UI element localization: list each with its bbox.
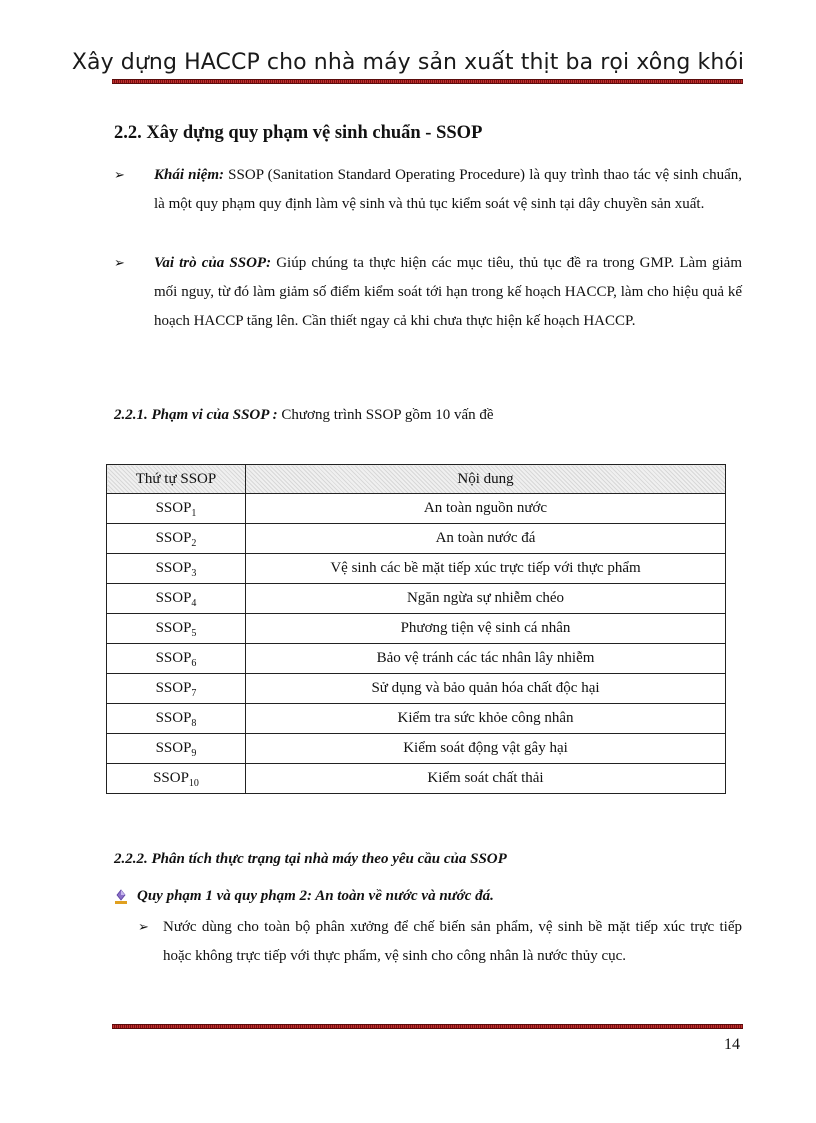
rule1-bullet bbox=[138, 913, 742, 971]
ssop-content: Kiểm soát chất thải bbox=[246, 764, 726, 794]
ssop-content: Vệ sinh các bề mặt tiếp xúc trực tiếp với thực phẩm bbox=[246, 554, 726, 584]
ssop-code: $SSOP_7$ bbox=[107, 674, 246, 704]
bullet-role bbox=[114, 249, 742, 336]
bullet-text: SSOP (Sanitation Standard Operating Procedure) là quy trình thao tác vệ sinh chuẩn, là một quy phạm quy định làm vệ sinh và thủ tục kiểm soát vệ sinh tại dây chuyền sản xuất. bbox=[154, 167, 742, 212]
ssop-content: Phương tiện vệ sinh cá nhân bbox=[246, 614, 726, 644]
ssop-content: Kiểm soát động vật gây hại bbox=[246, 734, 726, 764]
subsection-analysis bbox=[114, 851, 507, 868]
subsection-scope bbox=[114, 407, 494, 424]
bullet-term: Khái niệm: bbox=[154, 167, 225, 183]
ssop-table bbox=[106, 464, 726, 794]
subsection-scope-title: 2.2.1. Phạm vi của SSOP : bbox=[114, 407, 278, 423]
ssop-content: Ngăn ngừa sự nhiễm chéo bbox=[246, 584, 726, 614]
page-number: 14 bbox=[724, 1036, 740, 1053]
header-rule bbox=[112, 79, 743, 84]
bullet-concept bbox=[114, 161, 742, 219]
ssop-content: Bảo vệ tránh các tác nhân lây nhiễm bbox=[246, 644, 726, 674]
table-row bbox=[107, 494, 726, 524]
table-header-row bbox=[107, 465, 726, 494]
table-row bbox=[107, 524, 726, 554]
rule1-title: Quy phạm 1 và quy phạm 2: An toàn về nước và nước đá. bbox=[137, 888, 494, 904]
arrow-bullet-icon: ➢ bbox=[114, 256, 125, 271]
table-header-content: Nội dung bbox=[246, 465, 726, 494]
ssop-code: $SSOP_1$ bbox=[107, 494, 246, 524]
table-row bbox=[107, 584, 726, 614]
ssop-code: $SSOP_5$ bbox=[107, 614, 246, 644]
ssop-code: $SSOP_4$ bbox=[107, 584, 246, 614]
section-title: 2.2. Xây dựng quy phạm vệ sinh chuẩn - SSOP bbox=[114, 123, 483, 143]
ssop-code: $SSOP_3$ bbox=[107, 554, 246, 584]
ssop-content: An toàn nước đá bbox=[246, 524, 726, 554]
footer-rule bbox=[112, 1024, 743, 1029]
rule1-bullet-text: Nước dùng cho toàn bộ phân xưởng để chế biến sản phẩm, vệ sinh bề mặt tiếp xúc trực tiếp hoặc không trực tiếp với thực phẩm, vệ sinh cho công nhân là nước thủy cục. bbox=[163, 919, 742, 964]
bullet-term: Vai trò của SSOP: bbox=[154, 255, 272, 271]
page-header-title: Xây dựng HACCP cho nhà máy sản xuất thịt ba rọi xông khói bbox=[71, 50, 745, 75]
ssop-code: $SSOP_6$ bbox=[107, 644, 246, 674]
subsection-scope-text: Chương trình SSOP gồm 10 vấn đề bbox=[277, 407, 494, 423]
table-header-order: Thứ tự SSOP bbox=[107, 465, 246, 494]
ssop-content: An toàn nguồn nước bbox=[246, 494, 726, 524]
table-row bbox=[107, 674, 726, 704]
ssop-code: $SSOP_2$ bbox=[107, 524, 246, 554]
table-row bbox=[107, 554, 726, 584]
ssop-code: $SSOP_9$ bbox=[107, 734, 246, 764]
ssop-code: $SSOP_8$ bbox=[107, 704, 246, 734]
arrow-bullet-icon: ➢ bbox=[138, 920, 149, 935]
diamond-bullet-icon bbox=[114, 889, 128, 905]
table-row bbox=[107, 764, 726, 794]
table-row bbox=[107, 614, 726, 644]
arrow-bullet-icon: ➢ bbox=[114, 168, 125, 183]
table-row bbox=[107, 704, 726, 734]
table-row bbox=[107, 734, 726, 764]
ssop-content: Sử dụng và bảo quản hóa chất độc hại bbox=[246, 674, 726, 704]
subsection-analysis-title: 2.2.2. Phân tích thực trạng tại nhà máy theo yêu cầu của SSOP bbox=[114, 851, 507, 867]
table-row bbox=[107, 644, 726, 674]
bullet-text: Giúp chúng ta thực hiện các mục tiêu, thủ tục đề ra trong GMP. Làm giảm mối nguy, từ đó làm giảm số điểm kiểm soát tới hạn trong kế hoạch HACCP, làm cho hiệu quả kế hoạch HACCP tăng lên. Cần thiết ngay cả khi chưa thực hiện kế hoạch HACCP. bbox=[154, 255, 742, 329]
ssop-code: $SSOP_{10}$ bbox=[107, 764, 246, 794]
ssop-content: Kiểm tra sức khỏe công nhân bbox=[246, 704, 726, 734]
